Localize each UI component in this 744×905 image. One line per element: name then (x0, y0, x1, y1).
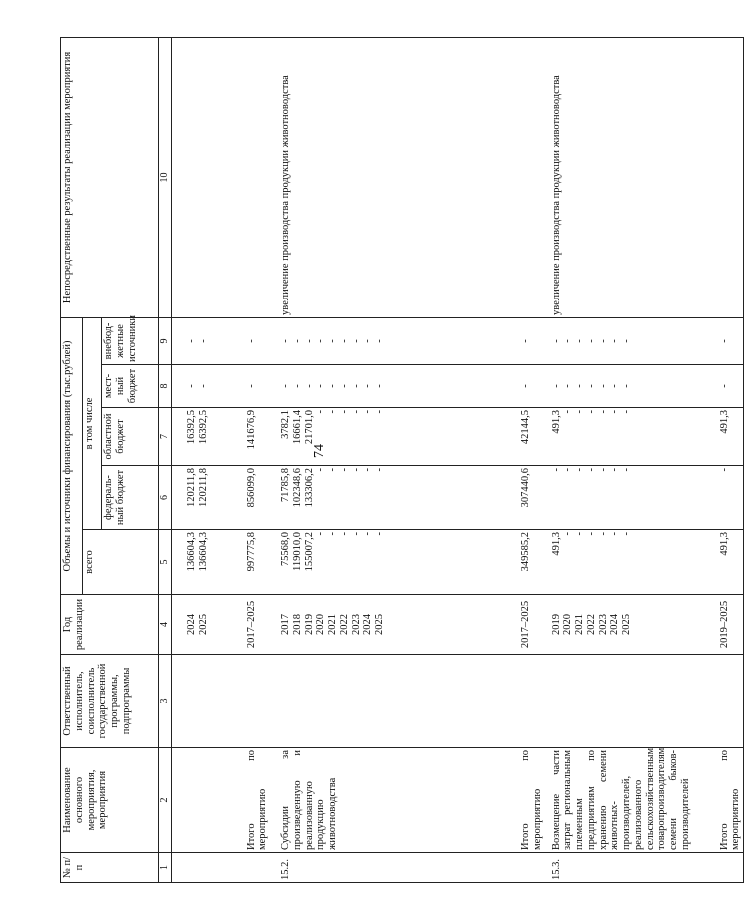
local-amount (545, 365, 705, 408)
column-number: 8 (159, 365, 172, 408)
column-number: 1 (159, 853, 172, 883)
total-amount-value: - (609, 532, 621, 536)
column-number-row (159, 37, 172, 882)
year-list-value: 2024 (186, 614, 197, 635)
year-list (506, 595, 545, 655)
regional-amount-value: 491,3 (550, 410, 562, 434)
local-amount-value: - (303, 384, 315, 388)
measure-row (172, 37, 232, 882)
header-executor: Ответственный исполнитель, соисполнитель государственной программы, подпрограммы (61, 655, 159, 748)
local-amount-value: - (315, 384, 327, 388)
program-funding-table (60, 37, 744, 883)
federal-amount-value: - (374, 468, 385, 472)
header-total: всего (83, 530, 159, 595)
offbudget-amount-value: - (718, 339, 730, 343)
offbudget-amount (172, 317, 232, 364)
total-amount (232, 530, 271, 595)
column-number: 9 (159, 317, 172, 364)
year-list-value: 2018 (291, 614, 303, 635)
total-amount (506, 530, 545, 595)
offbudget-amount-value: - (303, 339, 315, 343)
regional-amount-value: 42144,5 (520, 410, 531, 445)
year-list-value: 2020 (562, 614, 574, 635)
regional-amount-value: - (574, 410, 585, 414)
local-amount-value: - (350, 384, 362, 388)
local-amount-value: - (520, 384, 531, 388)
measure-name: Возмещение части затрат региональным племенным предприятиям по хранению семени животных-производителей, реализованного сельскохозяйственным товаропроизводителям семени быков-производителей (545, 748, 705, 853)
federal-amount-value: - (362, 468, 374, 472)
header-offbudget: внебюд-жетные источники (102, 317, 159, 364)
total-amount-value: 75568,0 (280, 532, 291, 567)
header-year: Год реализации (61, 595, 159, 655)
header-in-that: в том числе (83, 317, 102, 529)
year-list-value: 2022 (585, 614, 597, 635)
measure-name: Итого по мероприятию (506, 748, 545, 853)
year-list-value: 2017 (280, 614, 291, 635)
federal-amount-value: 133306,2 (303, 468, 315, 508)
year-list-value: 2024 (609, 614, 621, 635)
federal-amount (270, 466, 506, 530)
federal-amount (232, 466, 271, 530)
local-amount-value: - (597, 384, 609, 388)
regional-amount-value: - (362, 410, 374, 414)
executor (270, 655, 506, 748)
year-list-value: 2023 (597, 614, 609, 635)
year-list-value: 2019 (303, 614, 315, 635)
column-number: 3 (159, 655, 172, 748)
total-amount (172, 530, 232, 595)
year-list (270, 595, 506, 655)
local-amount-value: - (562, 384, 574, 388)
column-number: 6 (159, 466, 172, 530)
regional-amount (232, 408, 271, 466)
regional-amount-value: 141676,9 (245, 410, 257, 450)
year-list-value: 2023 (350, 614, 362, 635)
result-text (705, 37, 744, 317)
total-amount-value: 136604,3 (186, 532, 197, 572)
federal-amount-value: - (609, 468, 621, 472)
local-amount-value: - (197, 384, 209, 388)
regional-amount-value: - (597, 410, 609, 414)
federal-amount-value: - (550, 468, 562, 472)
local-amount-value: - (550, 384, 562, 388)
offbudget-amount-value: - (350, 339, 362, 343)
result-text: увеличение производства продукции животноводства (270, 37, 506, 317)
federal-amount (705, 466, 744, 530)
local-amount (270, 365, 506, 408)
federal-amount-value: 120211,8 (186, 468, 197, 507)
total-amount-value: - (574, 532, 585, 536)
regional-amount (545, 408, 705, 466)
local-amount-value: - (280, 384, 291, 388)
measure-name: Итого по мероприятию (232, 748, 271, 853)
regional-amount-value: - (374, 410, 385, 414)
row-number: 15.3. (545, 853, 705, 883)
regional-amount-value: 21701,0 (303, 410, 315, 445)
total-amount (545, 530, 705, 595)
local-amount-value: - (621, 384, 632, 388)
rotated-table-wrapper (60, 38, 742, 883)
year-list (545, 595, 705, 655)
offbudget-amount-value: - (609, 339, 621, 343)
local-amount-value: - (338, 384, 350, 388)
local-amount-value: - (574, 384, 585, 388)
result-text (506, 37, 545, 317)
local-amount-value: - (291, 384, 303, 388)
regional-amount-value: - (327, 410, 338, 414)
total-row (232, 37, 271, 882)
local-amount (705, 365, 744, 408)
local-amount (172, 365, 232, 408)
year-list-value: 2022 (338, 614, 350, 635)
local-amount-value: - (245, 384, 257, 388)
federal-amount-value: - (718, 468, 730, 472)
regional-amount (506, 408, 545, 466)
year-list-value: 2017–2025 (520, 600, 531, 649)
result-text (232, 37, 271, 317)
federal-amount-value: - (574, 468, 585, 472)
total-amount-value: - (315, 532, 327, 536)
total-amount-value: - (562, 532, 574, 536)
offbudget-amount-value: - (315, 339, 327, 343)
executor (545, 655, 705, 748)
total-amount-value: - (362, 532, 374, 536)
regional-amount (270, 408, 506, 466)
row-number (705, 853, 744, 883)
year-list-value: 2025 (621, 614, 632, 635)
offbudget-amount-value: - (574, 339, 585, 343)
regional-amount (705, 408, 744, 466)
year-list-value: 2017–2025 (245, 600, 257, 649)
regional-amount-value: - (338, 410, 350, 414)
total-amount-value: - (338, 532, 350, 536)
regional-amount-value: - (350, 410, 362, 414)
row-number (172, 853, 232, 883)
offbudget-amount-value: - (520, 339, 531, 343)
year-list-value: 2019–2025 (718, 600, 730, 649)
header-measure-name: Наименование основного мероприятия, мероприятия (61, 748, 159, 853)
local-amount-value: - (374, 384, 385, 388)
header-local: мест-ный бюджет (102, 365, 159, 408)
offbudget-amount (270, 317, 506, 364)
header-number: № п/п (61, 853, 159, 883)
offbudget-amount (506, 317, 545, 364)
page-number: 74 (312, 444, 327, 458)
total-amount-value: - (585, 532, 597, 536)
local-amount (506, 365, 545, 408)
header-regional: областной бюджет (102, 408, 159, 466)
local-amount-value: - (718, 384, 730, 388)
year-list (232, 595, 271, 655)
year-list (705, 595, 744, 655)
column-number: 4 (159, 595, 172, 655)
total-row (705, 37, 744, 882)
federal-amount-value: - (621, 468, 632, 472)
offbudget-amount-value: - (291, 339, 303, 343)
regional-amount-value: - (621, 410, 632, 414)
total-amount (705, 530, 744, 595)
offbudget-amount-value: - (186, 339, 197, 343)
offbudget-amount-value: - (280, 339, 291, 343)
total-amount-value: 491,3 (718, 532, 730, 556)
measure-row (545, 37, 705, 882)
total-amount-value: 491,3 (550, 532, 562, 556)
total-amount-value: 136604,3 (197, 532, 209, 572)
total-amount-value: 997775,8 (245, 532, 257, 572)
offbudget-amount-value: - (362, 339, 374, 343)
measure-name (172, 748, 232, 853)
federal-amount-value: 856099,0 (245, 468, 257, 508)
local-amount-value: - (186, 384, 197, 388)
column-number: 2 (159, 748, 172, 853)
federal-amount-value: - (597, 468, 609, 472)
offbudget-amount-value: - (374, 339, 385, 343)
regional-amount-value: 16661,4 (291, 410, 303, 445)
local-amount (232, 365, 271, 408)
column-number: 5 (159, 530, 172, 595)
total-row (506, 37, 545, 882)
total-amount-value: - (327, 532, 338, 536)
offbudget-amount (705, 317, 744, 364)
federal-amount-value: 102348,6 (291, 468, 303, 508)
total-amount-value: 119010,0 (291, 532, 303, 571)
total-amount-value: - (350, 532, 362, 536)
offbudget-amount (232, 317, 271, 364)
federal-amount-value: - (585, 468, 597, 472)
year-list-value: 2021 (327, 614, 338, 635)
regional-amount-value: - (585, 410, 597, 414)
column-number: 10 (159, 37, 172, 317)
measure-name: Субсидии за произведенную и реализованную продукцию животноводства (270, 748, 506, 853)
year-list-value: 2019 (550, 614, 562, 635)
regional-amount-value: 16392,5 (197, 410, 209, 445)
regional-amount (172, 408, 232, 466)
offbudget-amount-value: - (338, 339, 350, 343)
measure-row (270, 37, 506, 882)
year-list-value: 2025 (197, 614, 209, 635)
result-text: увеличение производства продукции животноводства (545, 37, 705, 317)
executor (705, 655, 744, 748)
federal-amount (172, 466, 232, 530)
total-amount-value: - (374, 532, 385, 536)
offbudget-amount-value: - (327, 339, 338, 343)
total-amount-value: 155007,2 (303, 532, 315, 572)
row-number: 15.2. (270, 853, 506, 883)
year-list (172, 595, 232, 655)
offbudget-amount-value: - (585, 339, 597, 343)
federal-amount-value: 120211,8 (197, 468, 209, 507)
offbudget-amount-value: - (597, 339, 609, 343)
federal-amount-value: - (338, 468, 350, 472)
header-federal: федераль-ный бюджет (102, 466, 159, 530)
header-funding: Объемы и источники финансирования (тыс.рублей) (61, 317, 83, 594)
total-amount-value: - (621, 532, 632, 536)
executor (232, 655, 271, 748)
column-number: 7 (159, 408, 172, 466)
local-amount-value: - (585, 384, 597, 388)
total-amount-value: - (597, 532, 609, 536)
federal-amount (506, 466, 545, 530)
year-list-value: 2024 (362, 614, 374, 635)
federal-amount-value: - (562, 468, 574, 472)
header-results: Непосредственные результаты реализации мероприятия (61, 37, 159, 317)
offbudget-amount-value: - (562, 339, 574, 343)
offbudget-amount-value: - (621, 339, 632, 343)
total-amount (270, 530, 506, 595)
result-text (172, 37, 232, 317)
offbudget-amount (545, 317, 705, 364)
federal-amount-value: - (350, 468, 362, 472)
regional-amount-value: 3782,1 (280, 410, 291, 439)
federal-amount-value: 307440,6 (520, 468, 531, 508)
year-list-value: 2020 (315, 614, 327, 635)
year-list-value: 2021 (574, 614, 585, 635)
federal-amount-value: - (315, 468, 327, 472)
year-list-value: 2025 (374, 614, 385, 635)
executor (172, 655, 232, 748)
row-number (232, 853, 271, 883)
regional-amount-value: 491,3 (718, 410, 730, 434)
local-amount-value: - (609, 384, 621, 388)
offbudget-amount-value: - (197, 339, 209, 343)
regional-amount-value: 16392,5 (186, 410, 197, 445)
row-number (506, 853, 545, 883)
executor (506, 655, 545, 748)
federal-amount-value: - (327, 468, 338, 472)
regional-amount-value: - (315, 410, 327, 414)
federal-amount-value: 71785,8 (280, 468, 291, 503)
measure-name: Итого по мероприятию (705, 748, 744, 853)
regional-amount-value: - (562, 410, 574, 414)
total-amount-value: 349585,2 (520, 532, 531, 572)
local-amount-value: - (327, 384, 338, 388)
offbudget-amount-value: - (550, 339, 562, 343)
offbudget-amount-value: - (245, 339, 257, 343)
federal-amount (545, 466, 705, 530)
regional-amount-value: - (609, 410, 621, 414)
local-amount-value: - (362, 384, 374, 388)
